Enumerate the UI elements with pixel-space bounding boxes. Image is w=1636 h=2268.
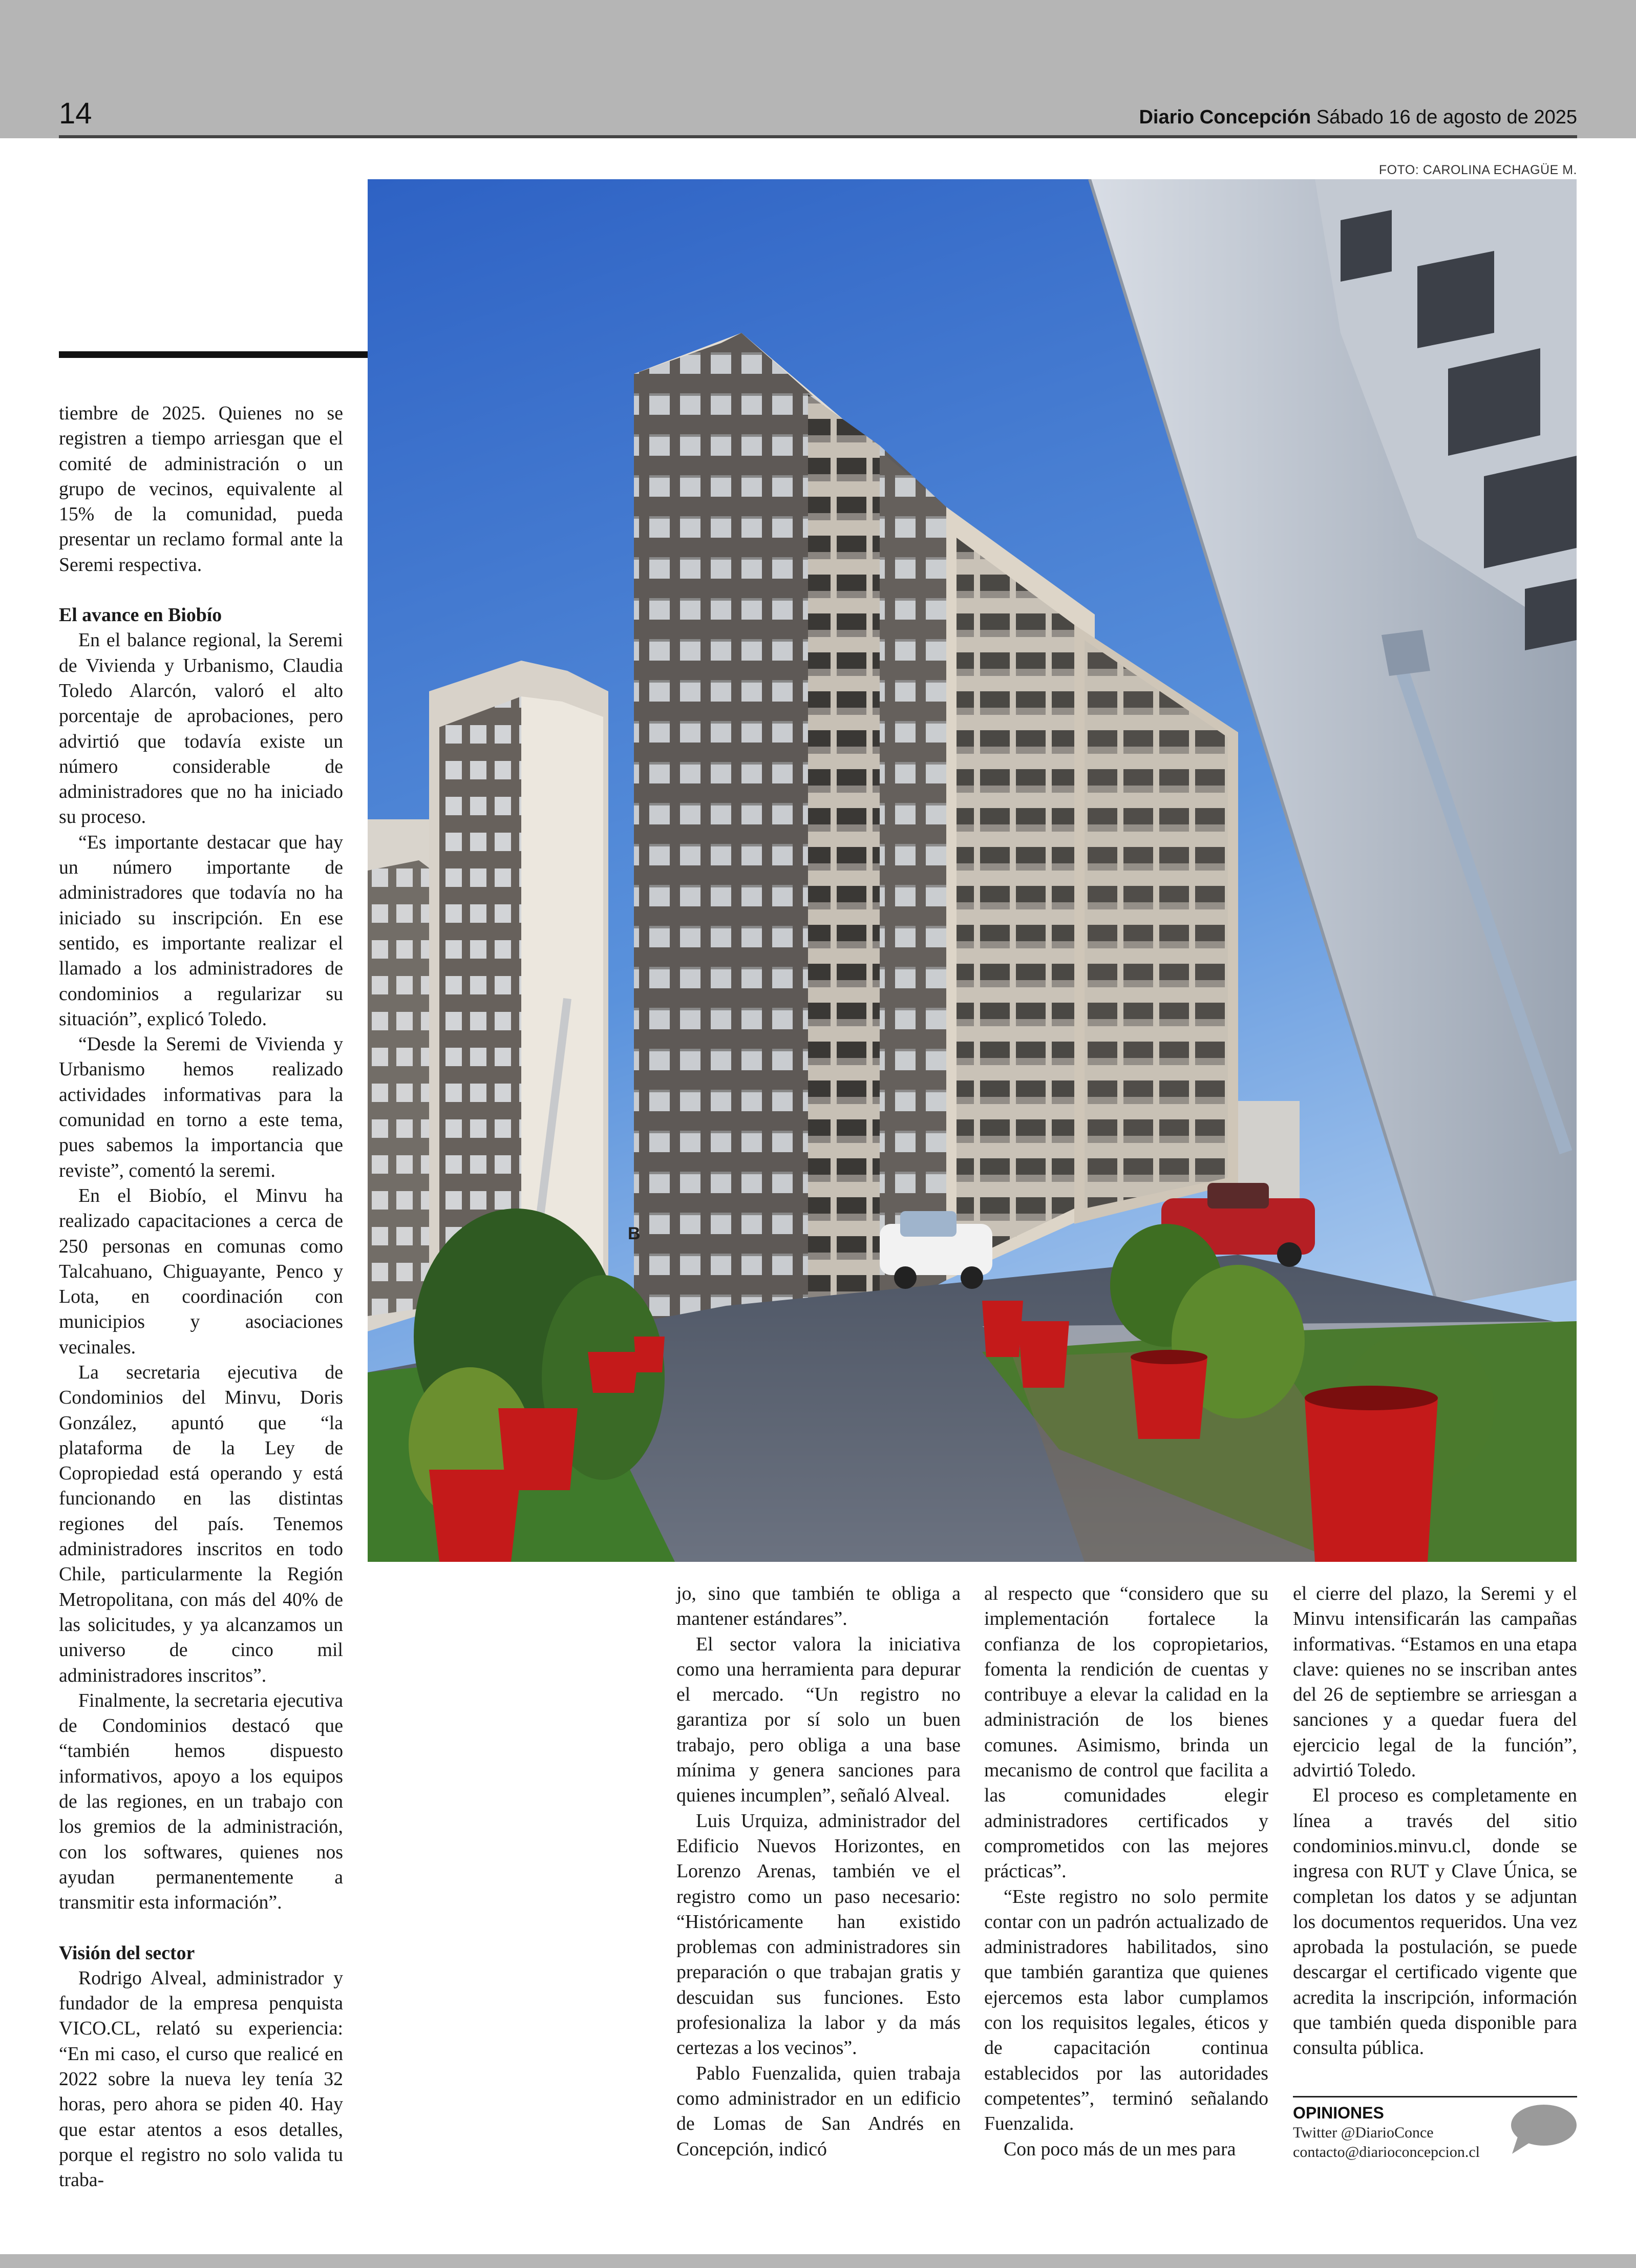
opinions-title: OPINIONES [1293, 2104, 1384, 2122]
header-rule [59, 135, 1577, 138]
article-column-2 [676, 1581, 961, 2162]
paragraph: Rodrigo Alveal, administrador y fundador de la empresa penquista VICO.CL, relató su experiencia: “En mi caso, el curso que realicé en 2022 sobre la nueva ley tenía 32 horas, pero ahora se piden 40. Hay que estar atentos a esos detalles, porque el registro no solo valida tu traba- [59, 1967, 343, 2191]
paragraph: al respecto que “considero que su implementación fortalece la confianza de los copropietarios, fomenta la rendición de cuentas y contribuye a elevar la calidad en la administración de los bienes comunes. Asimismo, brinda un mecanismo de control que facilita a las comunidades elegir administradores certificados y comprometidos con las mejores prácticas”. [984, 1583, 1268, 1882]
issue-date: Sábado 16 de agosto de 2025 [1316, 107, 1577, 128]
paragraph: Luis Urquiza, administrador del Edificio Nuevos Horizontes, en Lorenzo Arenas, también ve el registro como un paso necesario: “Históricamente han existido problemas con administradores sin preparación o que trabajan gratis y descuidan sus funciones. Esto profesionaliza la labor y da más certezas a los vecinos”. [676, 1810, 961, 2059]
bottom-band [0, 2254, 1636, 2268]
paragraph: “Desde la Seremi de Vivienda y Urbanismo hemos realizado actividades informativas para la comunidad en torno a este tema, pues sabemos la importancia que reviste”, comentó la seremi. [59, 1033, 343, 1181]
article-column-4 [1293, 1581, 1577, 2061]
building-photo [368, 179, 1577, 1562]
paragraph: En el Biobío, el Minvu ha realizado capacitaciones a cerca de 250 personas en comunas como Talcahuano, Chiguayante, Penco y Lota, en coordinación con municipios y asociaciones vecinales. [59, 1184, 343, 1358]
publication-name: Diario Concepción [1139, 107, 1311, 128]
paragraph: La secretaria ejecutiva de Condominios del Minvu, Doris González, apuntó que “la plataforma de la Ley de Copropiedad está operando y está funcionando en las distintas regiones del país. Tenemos administradores inscritos en todo Chile, particularmente la Región Metropolitana, con más del 40% de las solicitudes, y ya alcanzamos un universo de cinco mil administradores inscritos”. [59, 1361, 343, 1686]
building-marker: B [628, 1224, 641, 1243]
paragraph: El proceso es completamente en línea a través del sitio condominios.minvu.cl, donde se ingresa con RUT y Clave Única, se completan los datos y se adjuntan los documentos requeridos. Una vez aprobada la postulación, se puede descargar el certificado vigente que acredita la inscripción, información que también queda disponible para consulta pública. [1293, 1785, 1577, 2059]
article-column-1 [59, 401, 343, 2193]
paragraph: tiembre de 2025. Quienes no se registren a tiempo arriesgan que el comité de administración o un grupo de vecinos, equivalente al 15% de la comunidad, pueda presentar un reclamo formal ante la Seremi respectiva. [59, 402, 343, 576]
contact-email[interactable]: contacto@diarioconcepcion.cl [1293, 2144, 1480, 2160]
photo-credit: FOTO: CAROLINA ECHAGÜE M. [1378, 163, 1577, 177]
paragraph: Finalmente, la secretaria ejecutiva de Condominios destacó que “también hemos dispuesto informativos, apoyo a los equipos de las regiones, en un trabajo con los gremios de la administración, con los softwares, quienes nos ayudan permanentemente a transmitir esta información”. [59, 1689, 343, 1914]
speech-bubble-icon [1508, 2104, 1577, 2157]
section-divider-bar [59, 351, 368, 358]
paragraph: “Este registro no solo permite contar con un padrón actualizado de administradores habilitados, sino que también garantiza que quienes ejercemos esta labor cumplamos con los requisitos legales, éticos y de capacitación continua establecidos por las autoridades competentes”, terminó señalando Fuenzalida. [984, 1885, 1268, 2135]
paragraph: Pablo Fuenzalida, quien trabaja como administrador en un edificio de Lomas de San Andrés en Concepción, indicó [676, 2062, 961, 2160]
paragraph: “Es importante destacar que hay un número importante de administradores que todavía no ha iniciado su inscripción. En ese sentido, es importante realizar el llamado a los administradores de condominios a regularizar su situación”, explicó Toledo. [59, 831, 343, 1030]
subheading-vision-sector: Visión del sector [59, 1942, 195, 1964]
article-column-3 [984, 1581, 1268, 2162]
opinions-rule [1293, 2096, 1577, 2097]
paragraph: Con poco más de un mes para [1004, 2138, 1236, 2160]
page-number: 14 [59, 97, 92, 130]
paragraph: jo, sino que también te obliga a mantener estándares”. [676, 1583, 961, 1630]
masthead [1139, 107, 1577, 129]
paragraph: En el balance regional, la Seremi de Vivienda y Urbanismo, Claudia Toledo Alarcón, valoró el alto porcentaje de aprobaciones, pero advirtió que todavía existe un número considerable de administradores que no ha iniciado su proceso. [59, 629, 343, 828]
subheading-avance-biobio: El avance en Biobío [59, 604, 222, 626]
paragraph: El sector valora la iniciativa como una herramienta para depurar el mercado. “Un registro no garantiza por sí solo un buen trabajo, pero obliga a una base mínima y genera sanciones para quienes incumplen”, señaló Alveal. [676, 1633, 961, 1807]
twitter-handle[interactable]: Twitter @DiarioConce [1293, 2124, 1434, 2141]
paragraph: el cierre del plazo, la Seremi y el Minvu intensificarán las campañas informativas. “Estamos en una etapa clave: quienes no se inscriban antes del 26 de septiembre se arriesgan a sanciones y a quedar fuera del ejercicio legal de la función”, advirtió Toledo. [1293, 1583, 1577, 1782]
